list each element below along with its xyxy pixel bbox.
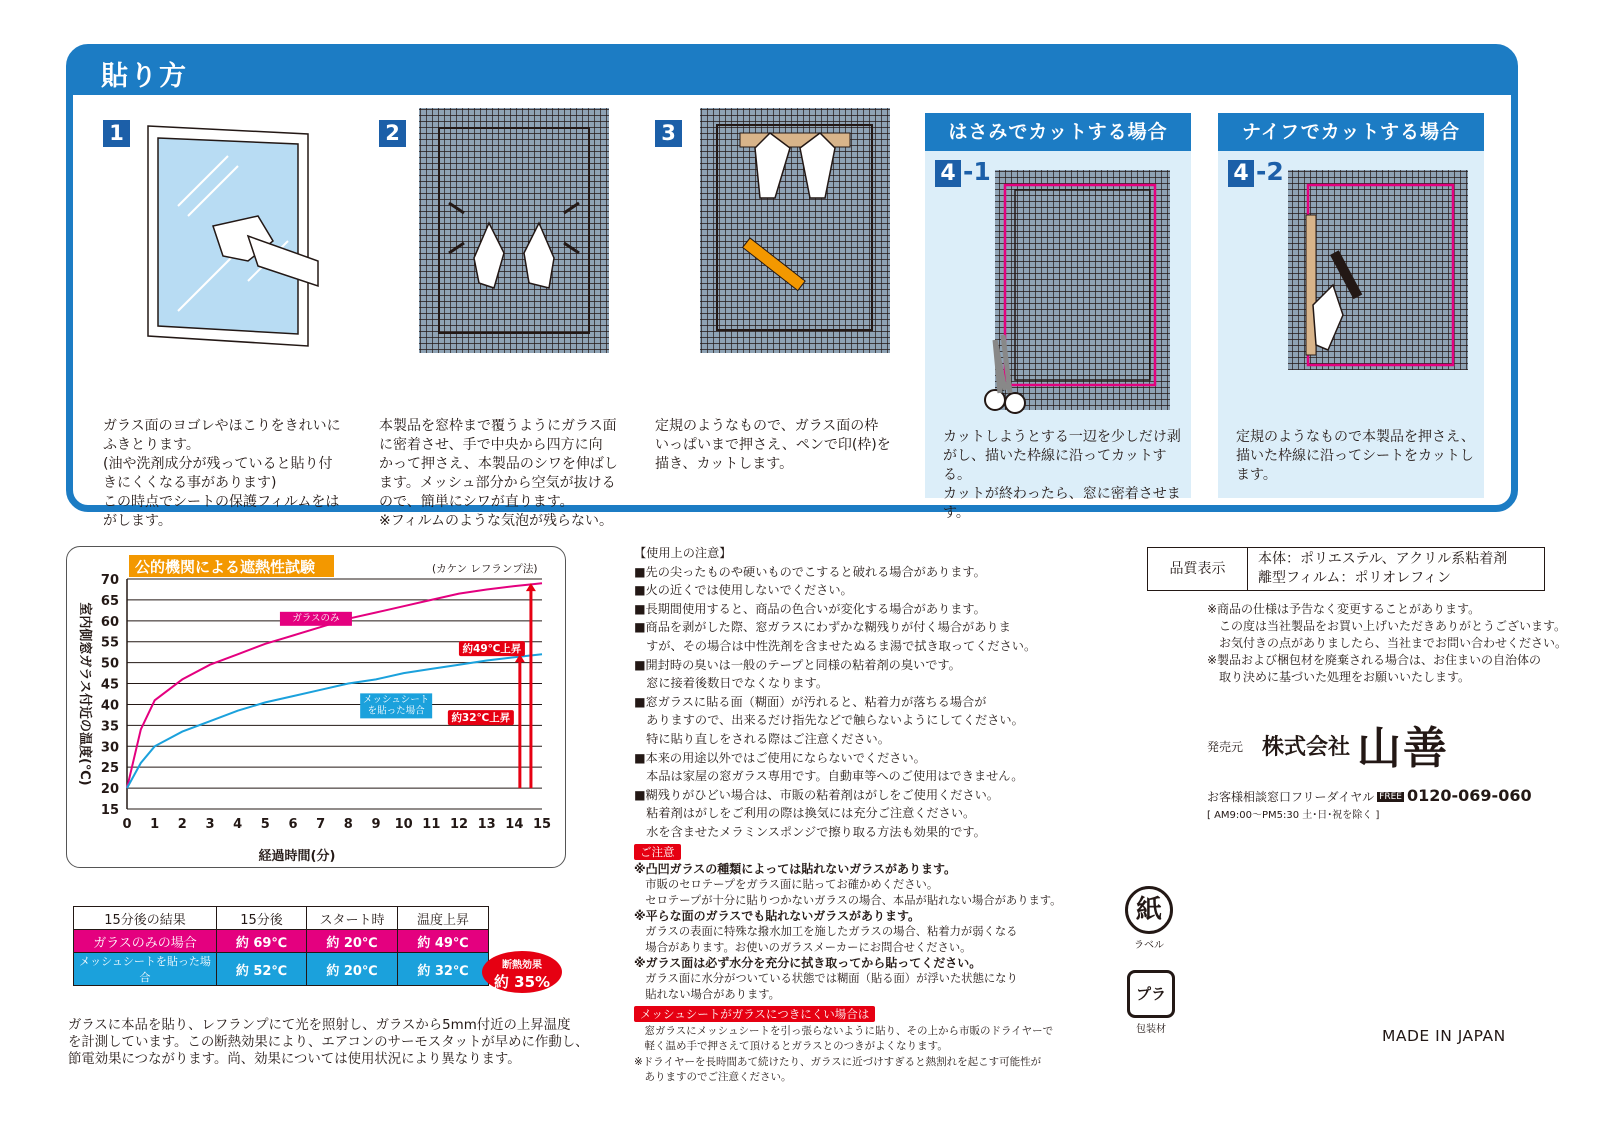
chart-xtick-label: 5 bbox=[260, 817, 270, 832]
chart-xtick-label: 2 bbox=[177, 817, 187, 832]
chart-rise-label: 約49℃上昇 bbox=[462, 643, 522, 656]
chart-xtick-label: 3 bbox=[205, 817, 215, 832]
chart-title: 公的機関による遮熱性試験 bbox=[135, 558, 316, 576]
plastic-recycle-caption: 包装材 bbox=[1136, 1024, 1166, 1035]
chart-ytick-label: 25 bbox=[100, 761, 119, 777]
cut-scissors-illustration bbox=[975, 165, 1175, 415]
chart-ytick-label: 45 bbox=[100, 677, 119, 693]
caution-note-line: ※ドライヤーを長時間あて続けたり、ガラスに近づけすぎると熱割れを起こす可能性が bbox=[634, 1055, 1042, 1068]
results-cell: 約 52℃ bbox=[217, 953, 307, 986]
step-2-illustration bbox=[414, 103, 614, 361]
chart-series-label: を貼った場合 bbox=[367, 705, 425, 717]
chart-ytick-label: 20 bbox=[100, 782, 119, 798]
caution-line: すが、その場合は中性洗剤を含ませたぬるま湯で拭き取ってください。 bbox=[634, 638, 1037, 653]
chart-xtick-label: 6 bbox=[288, 817, 298, 832]
caution-note-line: セロテープが十分に貼りつかないガラスの場合、本品が貼れない場合があります。 bbox=[634, 893, 1062, 907]
quality-label: 品質表示 bbox=[1148, 548, 1248, 590]
caution-note-line: 軽く温め手で押さえて頂けるとガラスとのつきがよくなります。 bbox=[634, 1040, 948, 1053]
caution-line: 水を含ませたメラミンスポンジで擦り取る方法も効果的です。 bbox=[634, 824, 986, 839]
company-type: 株式会社 bbox=[1262, 735, 1351, 760]
caution-note-line: 市販のセロテープをガラス面に貼ってお確かめください。 bbox=[634, 878, 939, 892]
plastic-recycle-mark bbox=[1127, 970, 1175, 1035]
chart-xtick-label: 12 bbox=[449, 817, 469, 832]
caution-line: ■糊残りがひどい場合は、市販の粘着剤はがしをご使用ください。 bbox=[634, 787, 999, 802]
caution-line: ■開封時の臭いは一般のテープと同様の粘着剤の臭いです。 bbox=[634, 657, 961, 672]
badge-label: 断熱効果 bbox=[502, 960, 542, 971]
caution-line: ■長期間使用すると、商品の色合いが変化する場合があります。 bbox=[634, 601, 986, 616]
chart-ytick-label: 30 bbox=[100, 740, 119, 756]
chart-note: ガラスに本品を貼り、レフランプにて光を照射し、ガラスから5mm付近の上昇温度 を計測しています。この断熱効果により、エアコンのサーモスタットが早めに作動し、 節電効果につながります。尚、効果については使用状況により異なります。 bbox=[68, 1018, 589, 1067]
cautions-list bbox=[634, 563, 1064, 842]
results-table bbox=[73, 906, 489, 986]
chart-xtick-label: 9 bbox=[371, 817, 381, 832]
results-cell: 約 20℃ bbox=[307, 930, 398, 953]
chart-ytick-label: 15 bbox=[100, 803, 119, 818]
chart-ytick-label: 40 bbox=[100, 698, 119, 714]
caution-line: 粘着剤はがしをご利用の際は換気には充分ご注意ください。 bbox=[634, 806, 976, 821]
chart-ytick-label: 70 bbox=[100, 573, 119, 588]
caution-note-line: 貼れない場合があります。 bbox=[634, 987, 780, 1001]
chart-rise-label: 約32℃上昇 bbox=[451, 712, 511, 725]
results-cell: 約 20℃ bbox=[307, 953, 398, 986]
chart-xtick-label: 7 bbox=[316, 817, 326, 832]
chart-ytick-label: 55 bbox=[100, 635, 119, 651]
results-cell: 約 32℃ bbox=[398, 953, 489, 986]
results-header-cell: 温度上昇 bbox=[398, 907, 489, 930]
phone-number: 0120-069-060 bbox=[1406, 786, 1532, 805]
cut-scissors-text: カットしようとする一辺を少しだけ剥 がし、描いた枠線に沿ってカットする。 カットが終わったら、窓に密着させます。 bbox=[943, 429, 1181, 521]
caution-note-line: ガラスの表面に特殊な撥水加工を施したガラスの場合、粘着力が弱くなる bbox=[634, 925, 1018, 939]
insulation-effect-badge bbox=[482, 951, 562, 993]
cut-scissors-box bbox=[925, 113, 1191, 521]
chart-xtick-label: 4 bbox=[233, 817, 243, 832]
chart-xtick-label: 8 bbox=[343, 817, 353, 832]
results-header-row bbox=[74, 907, 489, 930]
results-cell: 約 49℃ bbox=[398, 930, 489, 953]
cut-knife-number: 4 -2 bbox=[1228, 157, 1284, 187]
caution-note-bold: ※ガラス面は必ず水分を充分に拭き取ってから貼ってください。 bbox=[634, 956, 982, 971]
step-3-text: 定規のようなもので、ガラス面の枠 いっぱいまで押さえ、ペンで印(枠)を 描き、カットします。 bbox=[655, 418, 891, 472]
cut-knife-header: ナイフでカットする場合 bbox=[1218, 113, 1484, 151]
howto-header bbox=[73, 51, 1511, 95]
caution-note-line: ガラス面に水分がついている状態では糊面（貼る面）が浮いた状態になり bbox=[634, 972, 1018, 986]
caution-line: ■本来の用途以外ではご使用にならないでください。 bbox=[634, 750, 926, 765]
badge-value: 約 35% bbox=[493, 973, 551, 991]
chart-xtick-label: 11 bbox=[422, 817, 441, 832]
contact-hours: [ AM9:00～PM5:30 土･日･祝を除く ] bbox=[1207, 810, 1380, 821]
spec-notes: ※商品の仕様は予告なく変更することがあります。 この度は当社製品をお買い上げいただきありがとうございます。 お気付きの点がありましたら、当社までお問い合わせください。 ※製品および梱包材を廃棄される場合は、お住まいの自治体の 取り決めに基づいた処理をお願いいたします。 bbox=[1207, 602, 1568, 684]
plastic-recycle-icon: プラ bbox=[1127, 970, 1175, 1018]
caution-line: ありますので、出来るだけ指先などで触らないようにしてください。 bbox=[634, 713, 1024, 728]
chart-ytick-label: 35 bbox=[100, 719, 119, 735]
chart-xlabel: 経過時間(分) bbox=[258, 849, 336, 864]
cautions-section bbox=[634, 544, 1064, 1086]
step-1-number: 1 bbox=[103, 120, 130, 147]
quality-label-box bbox=[1147, 547, 1545, 591]
caution-tag-dryer: メッシュシートがガラスにつきにくい場合は bbox=[634, 1006, 875, 1022]
cut-scissors-number: 4 -1 bbox=[935, 157, 991, 187]
chart-ytick-label: 65 bbox=[100, 593, 119, 609]
caution-line: 本品は家屋の窓ガラス専用です。自動車等へのご使用はできません。 bbox=[634, 769, 1024, 784]
results-header-cell: スタート時 bbox=[307, 907, 398, 930]
step-3-number: 3 bbox=[655, 120, 682, 147]
caution-note-line: ありますのでご注意ください。 bbox=[634, 1071, 792, 1084]
chart-xtick-label: 15 bbox=[532, 817, 552, 832]
paper-recycle-mark bbox=[1125, 886, 1173, 951]
chart-xtick-label: 14 bbox=[505, 817, 524, 832]
caution-tag: ご注意 bbox=[634, 844, 681, 860]
howto-panel bbox=[66, 44, 1518, 529]
contact-label: お客様相談窓口フリーダイヤル bbox=[1207, 790, 1375, 804]
howto-title: 貼り方 bbox=[101, 61, 188, 92]
results-header-cell: 15分後の結果 bbox=[74, 907, 217, 930]
caution-line: ■窓ガラスに貼る面（糊面）が汚れると、粘着力が落ちる場合が bbox=[634, 694, 987, 709]
contact-line bbox=[1207, 786, 1532, 805]
quality-values: 本体：ポリエステル、アクリル系粘着剤 離型フィルム：ポリオレフィン bbox=[1258, 551, 1508, 586]
seller-label: 発売元 bbox=[1207, 740, 1244, 754]
results-cell: 約 69℃ bbox=[217, 930, 307, 953]
caution-note-line: 場合があります。お使いのガラスメーカーにお問合せください。 bbox=[634, 940, 972, 954]
cut-scissors-header: はさみでカットする場合 bbox=[925, 113, 1191, 151]
cut-knife-box bbox=[1218, 113, 1484, 498]
paper-recycle-icon: 紙 bbox=[1125, 886, 1173, 934]
caution-note-bold: ※凸凹ガラスの種類によっては貼れないガラスがあります。 bbox=[634, 862, 956, 877]
cut-knife-illustration bbox=[1268, 165, 1478, 415]
step-2-text: 本製品を窓枠まで覆うようにガラス面 に密着させ、手で中央から四方に向 かって押さえ、本製品のシワを伸ばし ます。メッシュ部分から空気が抜ける ので、簡単にシワが直ります。 ※フィルムのような気泡が残らない。 bbox=[379, 418, 618, 529]
chart-panel bbox=[66, 546, 566, 868]
caution-line: ■商品を剥がした際、窓ガラスにわずかな糊残りが付く場合がありま bbox=[634, 620, 1011, 635]
freedial-icon: FREE bbox=[1379, 792, 1402, 802]
caution-note-line: 窓ガラスにメッシュシートを引っ張らないように貼り、その上から市販のドライヤーで bbox=[634, 1024, 1054, 1037]
chart-ylabel: 室内側窓ガラス付近の温度(℃) bbox=[77, 602, 92, 786]
results-cell: ガラスのみの場合 bbox=[74, 930, 217, 953]
step-1-text: ガラス面のヨゴレやほこりをきれいに ふきとります。 (油や洗剤成分が残っていると貼り付 きにくくなる事があります) この時点でシートの保護フィルムをは がします。 bbox=[103, 418, 341, 529]
caution-line: ■火の近くでは使用しないでください。 bbox=[634, 583, 853, 598]
chart-ytick-label: 50 bbox=[100, 656, 119, 672]
paper-recycle-caption: ラベル bbox=[1134, 940, 1164, 951]
caution-line: ■先の尖ったものや硬いものでこすると破れる場合があります。 bbox=[634, 564, 986, 579]
results-cell: メッシュシートを貼った場合 bbox=[74, 953, 217, 986]
chart-ytick-label: 60 bbox=[100, 614, 119, 630]
step-1-illustration bbox=[138, 116, 353, 356]
results-header-cell: 15分後 bbox=[217, 907, 307, 930]
brand-logo: 山善 bbox=[1357, 723, 1449, 774]
results-row-mesh bbox=[74, 953, 489, 986]
chart-xtick-label: 1 bbox=[150, 817, 160, 832]
caution-line: 窓に接着後数日でなくなります。 bbox=[634, 676, 829, 691]
chart-series-label: ガラスのみ bbox=[292, 612, 340, 624]
caution-line: 特に貼り直しをされる際はご注意ください。 bbox=[634, 731, 890, 746]
results-row-glass bbox=[74, 930, 489, 953]
made-in-label: MADE IN JAPAN bbox=[1382, 1027, 1506, 1045]
heat-test-chart bbox=[67, 547, 567, 869]
cautions-heading: 【使用上の注意】 bbox=[634, 546, 732, 560]
cut-knife-text: 定規のようなもので本製品を押さえ、 描いた枠線に沿ってシートをカットし ます。 bbox=[1236, 429, 1475, 483]
step-2-number: 2 bbox=[379, 120, 406, 147]
caution-note-bold: ※平らな面のガラスでも貼れないガラスがあります。 bbox=[634, 909, 920, 924]
chart-xtick-label: 10 bbox=[394, 817, 413, 832]
chart-xtick-label: 13 bbox=[477, 817, 496, 832]
chart-subtitle: (カケン レフランプ法) bbox=[432, 563, 538, 575]
chart-series-label: メッシュシート bbox=[363, 694, 430, 706]
step-3-illustration bbox=[695, 103, 895, 361]
chart-xtick-label: 0 bbox=[122, 817, 132, 832]
